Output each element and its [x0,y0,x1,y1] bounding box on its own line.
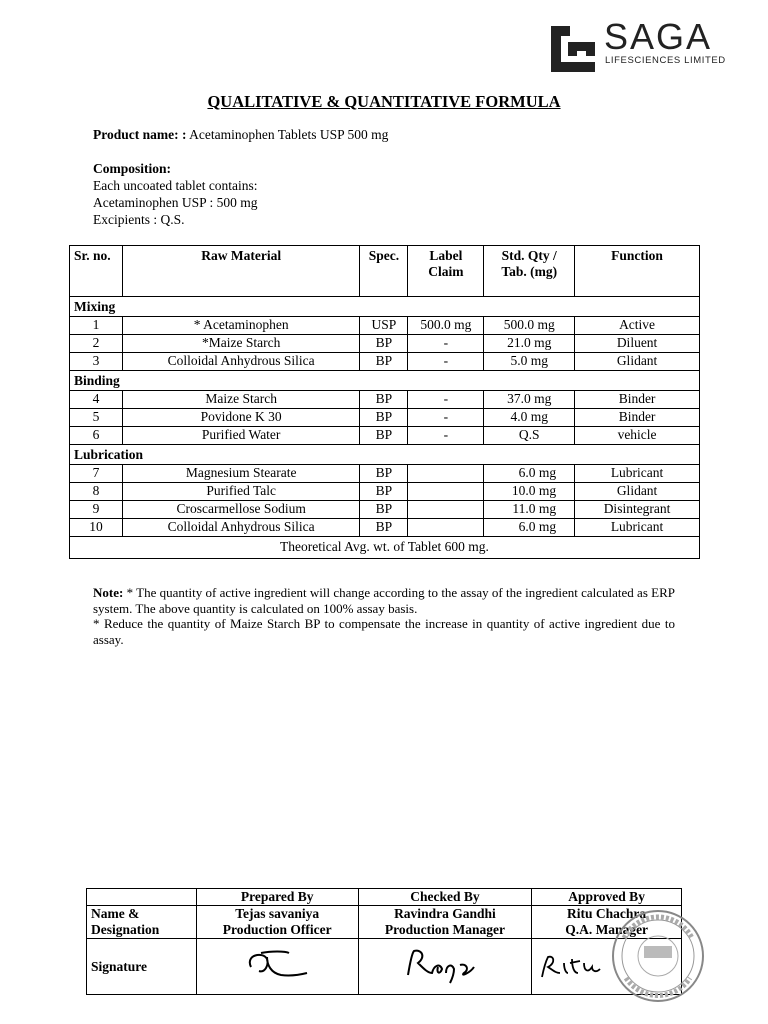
table-row [70,465,700,483]
cell-qty: 6.0 mg [484,519,575,537]
cell-sr: 5 [70,409,123,427]
cell-function: vehicle [575,427,700,445]
cell-sr: 3 [70,353,123,371]
cell-spec: BP [360,353,408,371]
note-line-1: * The quantity of active ingredient will change according to the assay of the ingredient calculated as ERP system. The above quantity is calculated on 100% assay basis. [93,585,675,616]
header-sr-no: Sr. no. [70,246,123,297]
cell-qty: 21.0 mg [484,335,575,353]
table-row [70,317,700,335]
checker-info [358,906,532,939]
note-label: Note: [93,585,124,600]
preparer-signature [196,939,358,995]
logo-name: SAGA [604,16,713,57]
cell-function: Disintegrant [575,501,700,519]
cell-spec: BP [360,483,408,501]
cell-spec: BP [360,427,408,445]
cell-material: Povidone K 30 [122,409,360,427]
cell-spec: BP [360,409,408,427]
table-row [70,335,700,353]
product-name: Acetaminophen Tablets USP 500 mg [189,127,389,142]
cell-function: Lubricant [575,519,700,537]
note-line-2: * Reduce the quantity of Maize Starch BP to compensate the increase in quantity of active ingredient due to assay. [93,616,675,647]
cell-claim: - [408,353,484,371]
composition-label: Composition: [93,161,172,176]
cell-material: Colloidal Anhydrous Silica [122,519,360,537]
section-mixing: Mixing [70,297,700,317]
company-stamp [610,908,706,1004]
cell-claim [408,465,484,483]
checker-designation: Production Manager [384,922,505,937]
name-designation-label: Name & Designation [87,906,197,939]
cell-qty: 11.0 mg [484,501,575,519]
approver-name: Ritu Chachra [567,906,647,921]
table-row [70,427,700,445]
cell-sr: 9 [70,501,123,519]
cell-sr: 10 [70,519,123,537]
cell-claim: 500.0 mg [408,317,484,335]
table-header-row [70,246,700,297]
cell-claim [408,483,484,501]
cell-sr: 8 [70,483,123,501]
cell-spec: BP [360,501,408,519]
section-lubrication: Lubrication [70,445,700,465]
table-footer: Theoretical Avg. wt. of Tablet 600 mg. [70,537,700,559]
cell-material: Colloidal Anhydrous Silica [122,353,360,371]
cell-qty: 6.0 mg [484,465,575,483]
cell-function: Glidant [575,483,700,501]
checker-signature [358,939,532,995]
composition-line: Acetaminophen USP : 500 mg [93,195,258,210]
cell-spec: BP [360,391,408,409]
note-block [93,585,675,647]
intro-block [93,126,388,228]
saga-logo-icon [548,22,598,76]
cell-function: Glidant [575,353,700,371]
table-row [70,353,700,371]
preparer-name: Tejas savaniya [235,906,320,921]
cell-sr: 1 [70,317,123,335]
cell-qty: Q.S [484,427,575,445]
cell-qty: 10.0 mg [484,483,575,501]
cell-material: Croscarmellose Sodium [122,501,360,519]
cell-claim [408,501,484,519]
header-label-claim: Label Claim [408,246,484,297]
table-row [70,409,700,427]
cell-qty: 5.0 mg [484,353,575,371]
cell-claim: - [408,335,484,353]
cell-function: Binder [575,409,700,427]
logo-subtitle: LIFESCIENCES LIMITED [605,55,726,66]
cell-qty: 37.0 mg [484,391,575,409]
cell-spec: BP [360,465,408,483]
table-row [70,483,700,501]
prepared-by-heading: Prepared By [196,889,358,906]
cell-material: Purified Water [122,427,360,445]
cell-sr: 6 [70,427,123,445]
preparer-designation: Production Officer [222,922,332,937]
cell-function: Diluent [575,335,700,353]
cell-function: Lubricant [575,465,700,483]
company-logo [548,16,733,78]
table-row [70,391,700,409]
cell-material: Magnesium Stearate [122,465,360,483]
approver-designation: Q.A. Manager [565,922,649,937]
signoff-table [86,888,682,995]
header-spec: Spec. [360,246,408,297]
cell-material: Purified Talc [122,483,360,501]
preparer-info [196,906,358,939]
cell-sr: 7 [70,465,123,483]
cell-claim: - [408,427,484,445]
cell-spec: USP [360,317,408,335]
product-label: Product name: : [93,127,187,142]
cell-material: Maize Starch [122,391,360,409]
cell-function: Binder [575,391,700,409]
cell-claim [408,519,484,537]
table-row [70,519,700,537]
approver-signature-image [536,945,606,985]
formula-table [69,245,700,559]
cell-sr: 2 [70,335,123,353]
checked-by-heading: Checked By [358,889,532,906]
cell-qty: 500.0 mg [484,317,575,335]
signature-label: Signature [87,939,197,995]
approved-by-heading: Approved By [532,889,682,906]
header-raw-material: Raw Material [122,246,360,297]
cell-material: *Maize Starch [122,335,360,353]
page-title: QUALITATIVE & QUANTITATIVE FORMULA [207,92,561,111]
cell-claim: - [408,409,484,427]
header-std-qty: Std. Qty / Tab. (mg) [484,246,575,297]
table-row [70,501,700,519]
cell-sr: 4 [70,391,123,409]
composition-line: Each uncoated tablet contains: [93,178,258,193]
preparer-signature-image [237,945,317,985]
cell-qty: 4.0 mg [484,409,575,427]
composition-line: Excipients : Q.S. [93,212,185,227]
header-function: Function [575,246,700,297]
cell-spec: BP [360,519,408,537]
checker-signature-image [400,943,490,987]
cell-function: Active [575,317,700,335]
checker-name: Ravindra Gandhi [394,906,496,921]
section-binding: Binding [70,371,700,391]
cell-spec: BP [360,335,408,353]
product-line [93,126,388,143]
cell-claim: - [408,391,484,409]
cell-material: * Acetaminophen [122,317,360,335]
